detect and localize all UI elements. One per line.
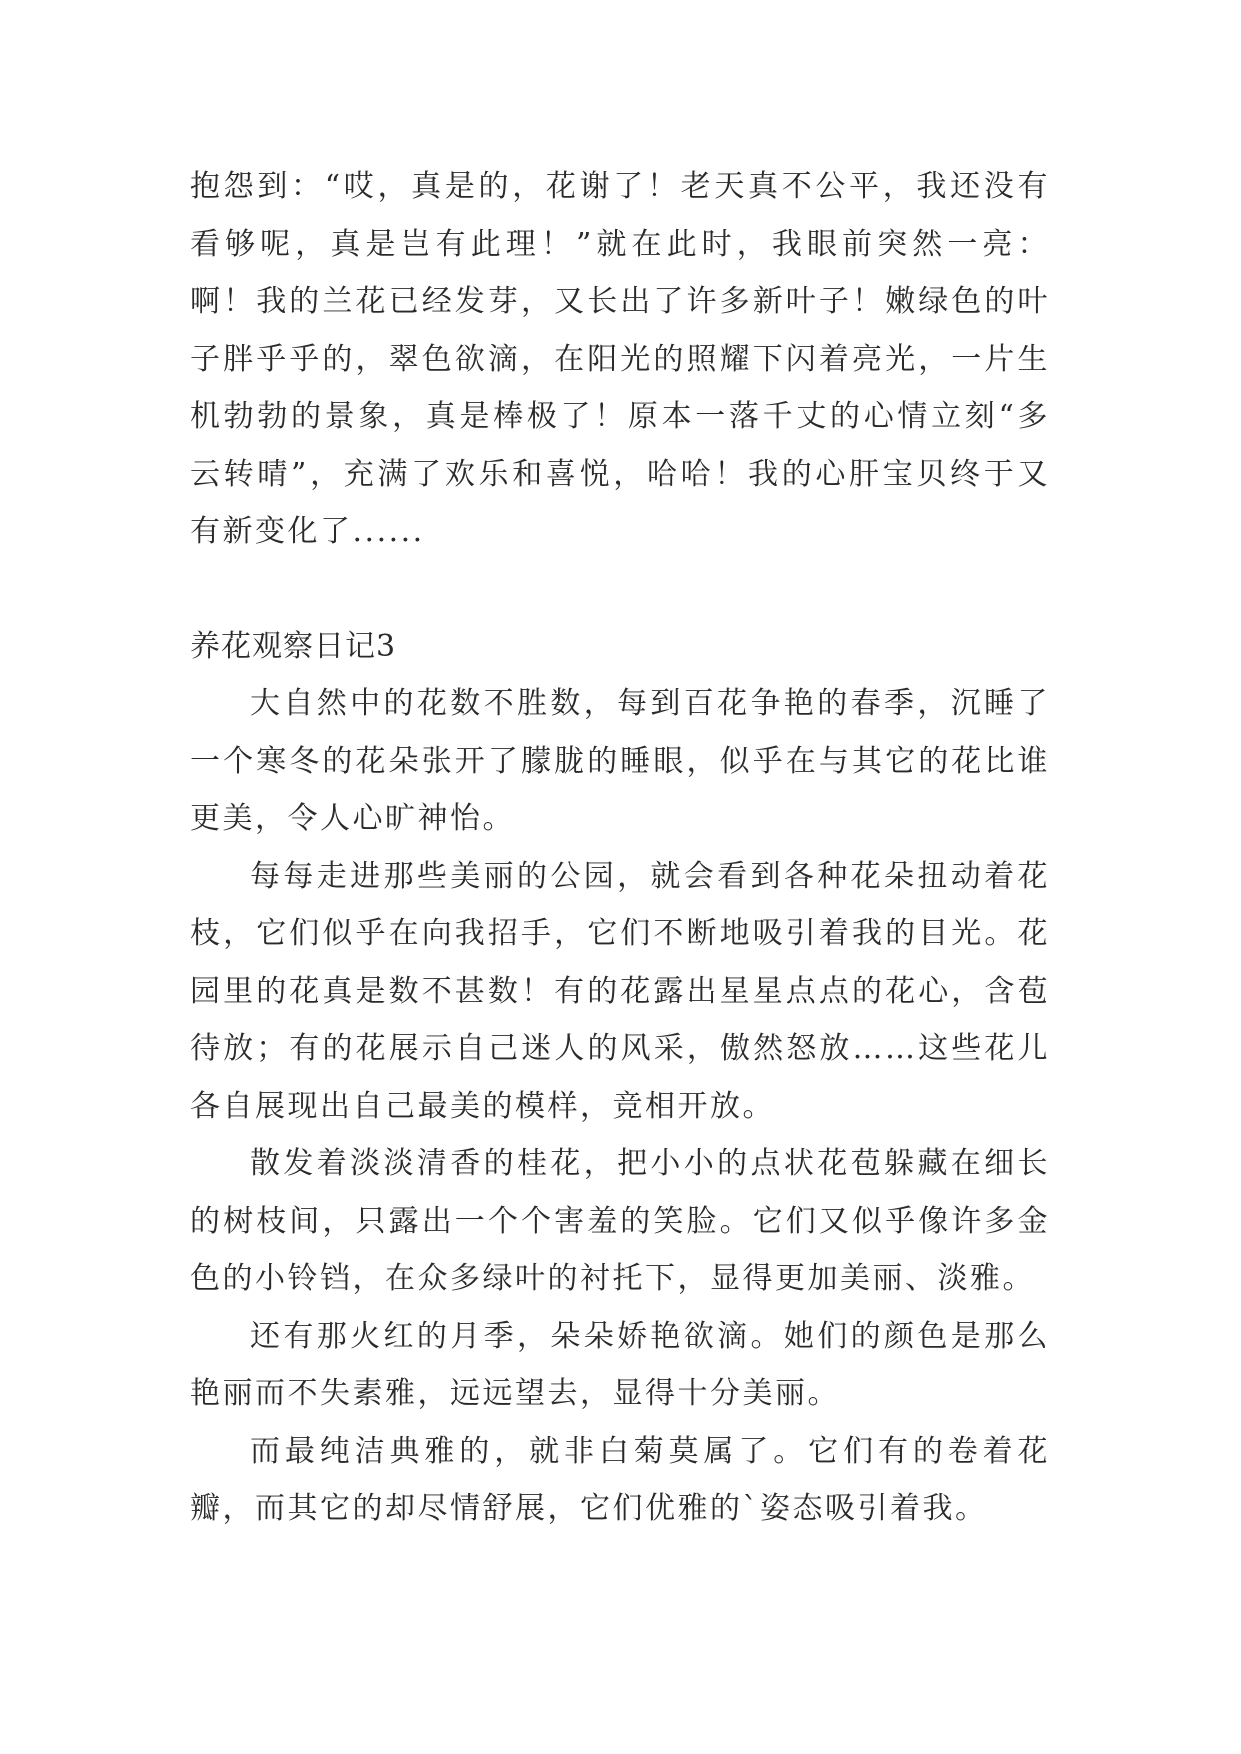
paragraph: 还有那火红的月季，朵朵娇艳欲滴。她们的颜色是那么艳丽而不失素雅，远远望去，显得十分美丽。 (190, 1318, 1050, 1411)
paragraph: 大自然中的花数不胜数，每到百花争艳的春季，沉睡了一个寒冬的花朵张开了朦胧的睡眼，似乎在与其它的花比谁更美，令人心旷神怡。 (190, 686, 1050, 836)
paragraph: 每每走进那些美丽的公园，就会看到各种花朵扭动着花枝，它们似乎在向我招手，它们不断地吸引着我的目光。花园里的花真是数不甚数！有的花露出星星点点的花心，含苞待放；有的花展示自己迷人的风采，傲然怒放……这些花儿各自展现出自己最美的模样，竞相开放。 (190, 858, 1050, 1124)
document-body (190, 158, 1050, 1538)
section-title: 养花观察日记3 (190, 628, 397, 664)
intro-paragraph: 抱怨到：“哎，真是的，花谢了！老天真不公平，我还没有看够呢，真是岂有此理！”就在此时，我眼前突然一亮：啊！我的兰花已经发芽，又长出了许多新叶子！嫩绿色的叶子胖乎乎的，翠色欲滴，在阳光的照耀下闪着亮光，一片生机勃勃的景象，真是棒极了！原本一落千丈的心情立刻“多云转晴”，充满了欢乐和喜悦，哈哈！我的心肝宝贝终于又有新变化了...... (190, 169, 1050, 549)
paragraph: 散发着淡淡清香的桂花，把小小的点状花苞躲藏在细长的树枝间，只露出一个个害羞的笑脸。它们又似乎像许多金色的小铃铛，在众多绿叶的衬托下，显得更加美丽、淡雅。 (190, 1146, 1050, 1296)
paragraph: 而最纯洁典雅的，就非白菊莫属了。它们有的卷着花瓣，而其它的却尽情舒展，它们优雅的`姿态吸引着我。 (190, 1433, 1050, 1526)
